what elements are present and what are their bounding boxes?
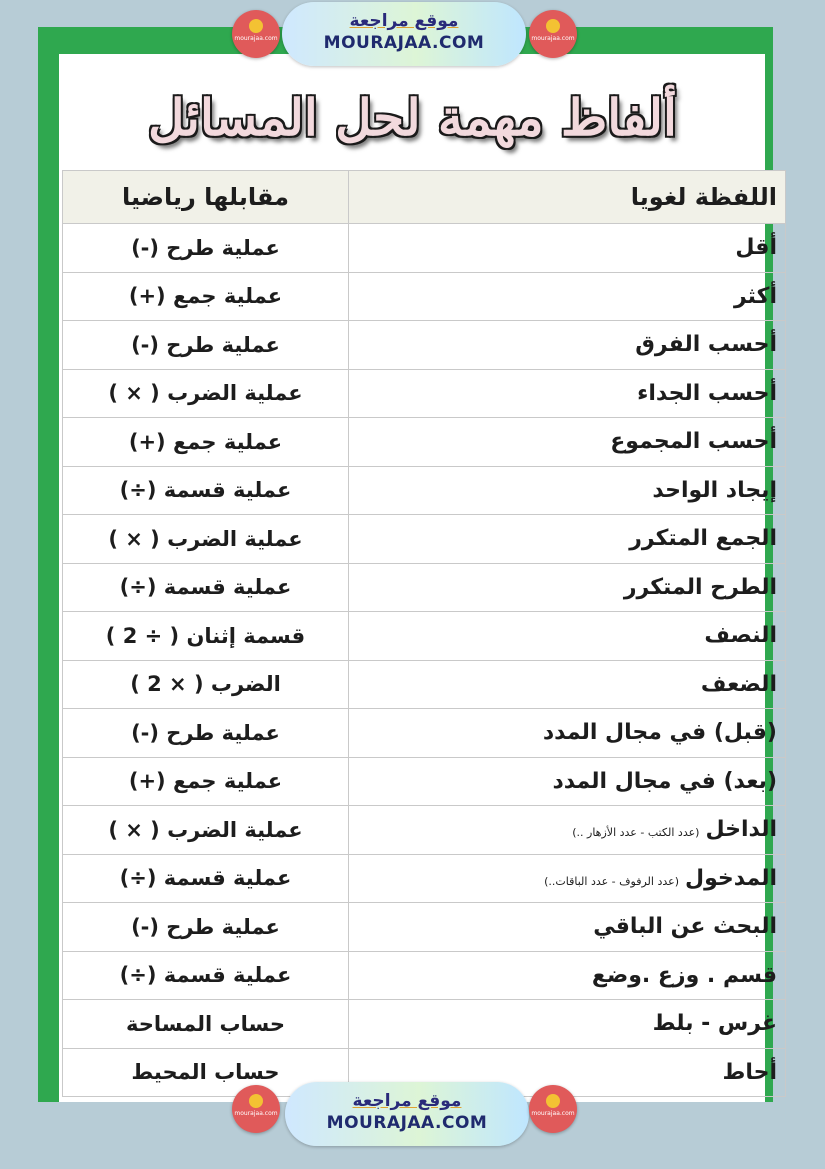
page-title <box>0 62 825 172</box>
math-cell: عملية الضرب ( × ) <box>63 369 349 418</box>
table-row <box>63 466 786 515</box>
table-row <box>63 660 786 709</box>
word-cell <box>349 903 786 952</box>
watermark-badge-bottom[interactable] <box>285 1082 529 1146</box>
math-cell: عملية قسمة (÷) <box>63 466 349 515</box>
table-row <box>63 951 786 1000</box>
word-text: إيجاد الواحد <box>652 477 777 503</box>
word-text: الداخل <box>705 817 777 843</box>
math-cell: عملية قسمة (÷) <box>63 951 349 1000</box>
word-cell <box>349 466 786 515</box>
table-row <box>63 757 786 806</box>
logo-caption: mourajaa.com <box>531 35 575 42</box>
table-row <box>63 806 786 855</box>
math-cell: عملية جمع (+) <box>63 757 349 806</box>
word-cell <box>349 660 786 709</box>
word-text: أحاط <box>722 1059 777 1085</box>
watermark-site: MOURAJAA.COM <box>323 33 485 53</box>
watermark-logo-icon <box>232 10 280 58</box>
header-word: اللفظة لغويا <box>349 171 786 224</box>
watermark-logo-icon <box>232 1085 280 1133</box>
word-cell <box>349 709 786 758</box>
table-row <box>63 903 786 952</box>
word-text: البحث عن الباقي <box>593 914 777 940</box>
table-row <box>63 1000 786 1049</box>
word-text: الجمع المتكرر <box>629 526 777 552</box>
math-cell: عملية طرح (-) <box>63 903 349 952</box>
word-cell <box>349 321 786 370</box>
table-row <box>63 515 786 564</box>
table-row <box>63 272 786 321</box>
word-cell <box>349 757 786 806</box>
header-math: مقابلها رياضيا <box>63 171 349 224</box>
word-cell <box>349 612 786 661</box>
math-cell: عملية الضرب ( × ) <box>63 515 349 564</box>
word-text: قسم . وزع .وضع <box>591 962 777 988</box>
watermark-site: MOURAJAA.COM <box>326 1113 488 1133</box>
word-text: (بعد) في مجال المدد <box>552 768 777 794</box>
table-row <box>63 563 786 612</box>
table-row <box>63 321 786 370</box>
table-row <box>63 612 786 661</box>
table-header-row <box>63 171 786 224</box>
logo-caption: mourajaa.com <box>234 1110 278 1117</box>
logo-caption: mourajaa.com <box>234 35 278 42</box>
table-row <box>63 854 786 903</box>
math-cell: حساب المحيط <box>63 1048 349 1097</box>
word-note: (عدد الرفوف - عدد الباقات..) <box>544 874 679 888</box>
watermark-badge-top[interactable] <box>282 2 526 66</box>
table-row <box>63 418 786 467</box>
word-text: الطرح المتكرر <box>623 574 777 600</box>
word-text: أحسب الجداء <box>637 380 777 406</box>
math-cell: قسمة إثنان ( ÷ 2 ) <box>63 612 349 661</box>
watermark-logo-icon <box>529 1085 577 1133</box>
word-text: الضعف <box>700 671 777 697</box>
title-text: ألفاظ مهمة لحل المسائل <box>148 87 677 147</box>
vocabulary-table <box>62 170 786 1097</box>
math-cell: عملية قسمة (÷) <box>63 563 349 612</box>
math-cell: عملية طرح (-) <box>63 224 349 273</box>
word-text: (قبل) في مجال المدد <box>542 720 777 746</box>
table-row <box>63 709 786 758</box>
word-cell <box>349 418 786 467</box>
word-text: غرس - بلط <box>652 1011 777 1037</box>
word-text: أحسب المجموع <box>610 429 777 455</box>
math-cell: عملية الضرب ( × ) <box>63 806 349 855</box>
math-cell: حساب المساحة <box>63 1000 349 1049</box>
table-row <box>63 369 786 418</box>
word-cell <box>349 1000 786 1049</box>
word-cell <box>349 806 786 855</box>
math-cell: عملية جمع (+) <box>63 272 349 321</box>
math-cell: عملية طرح (-) <box>63 321 349 370</box>
word-cell <box>349 369 786 418</box>
word-cell <box>349 563 786 612</box>
word-cell <box>349 224 786 273</box>
word-text: المدخول <box>685 865 777 891</box>
word-text: النصف <box>704 623 777 649</box>
word-cell <box>349 854 786 903</box>
watermark-arabic: موقع مراجعة <box>349 11 459 31</box>
watermark-arabic: موقع مراجعة <box>352 1091 462 1111</box>
word-note: (عدد الكتب - عدد الأزهار ..) <box>572 826 700 840</box>
logo-caption: mourajaa.com <box>531 1110 575 1117</box>
math-cell: الضرب ( × 2 ) <box>63 660 349 709</box>
word-cell <box>349 951 786 1000</box>
math-cell: عملية جمع (+) <box>63 418 349 467</box>
word-text: أحسب الفرق <box>635 332 777 358</box>
table-row <box>63 224 786 273</box>
word-cell <box>349 515 786 564</box>
math-cell: عملية طرح (-) <box>63 709 349 758</box>
word-text: أكثر <box>733 283 777 309</box>
word-text: أقل <box>735 235 777 261</box>
word-cell <box>349 272 786 321</box>
math-cell: عملية قسمة (÷) <box>63 854 349 903</box>
watermark-logo-icon <box>529 10 577 58</box>
